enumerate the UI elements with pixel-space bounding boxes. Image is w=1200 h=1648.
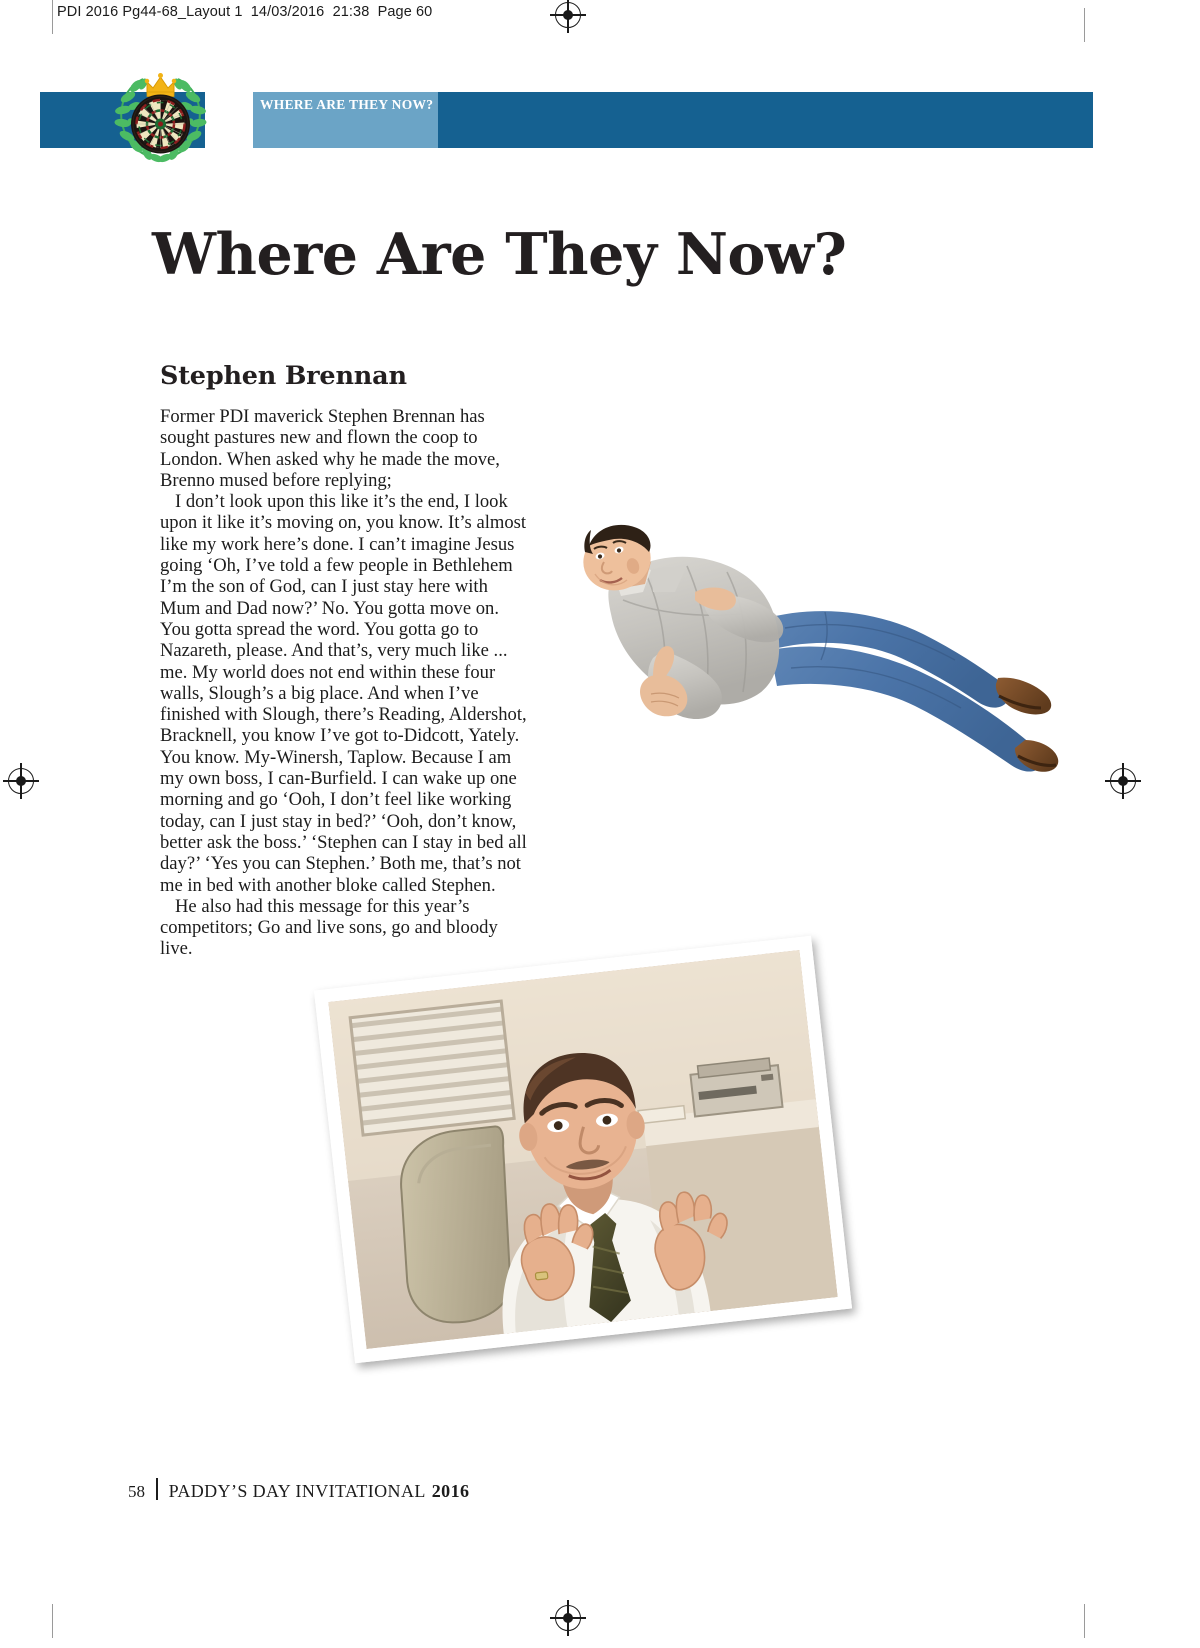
registration-mark-right [1110, 768, 1136, 794]
registration-dot [1118, 776, 1128, 786]
article-heading: Stephen Brennan [160, 361, 407, 392]
office-man-framed-photo [314, 936, 852, 1364]
crop-mark-bottom-right [1084, 1604, 1085, 1638]
footer-divider [156, 1478, 158, 1500]
office-man-photo-image [328, 950, 837, 1349]
pdi-dartboard-crown-laurel-logo [108, 60, 213, 163]
article-paragraph-3: He also had this message for this year’s competitors; Go and live sons, go and bloody live. [160, 895, 498, 960]
crop-mark-top-right [1084, 8, 1085, 42]
crown-icon [145, 73, 177, 97]
crop-mark-bottom-left [52, 1604, 53, 1638]
registration-mark-left [8, 768, 34, 794]
article-body [160, 406, 532, 960]
footer-page-number: 58 [128, 1482, 145, 1501]
section-tab [253, 92, 438, 148]
crop-mark-top-left [52, 0, 53, 34]
dartboard-icon [131, 95, 190, 154]
registration-dot [16, 776, 26, 786]
flying-man-cutout-photo [555, 500, 1060, 820]
registration-dot [563, 1613, 573, 1623]
page-footer [128, 1475, 469, 1499]
section-tab-label: WHERE ARE THEY NOW? [260, 97, 434, 112]
footer-publication: PADDY’S DAY INVITATIONAL [168, 1481, 426, 1501]
article-paragraph-2: I don’t look upon this like it’s the end, I look upon it like it’s moving on, you know. It’s almost like my work here’s done. I can’t imagine Jesus going ‘Oh, I’ve told a few people in Bethlehem I’m the son of God, can I just stay here with Mum and Dad now?’ No. You gotta move on. You gotta spread the word. You gotta go to Nazareth, please. And that’s, very much like ... me. My world does not end within these four walls, Slough’s a big place. And when I’ve finished with Slough, there’s Reading, Aldershot, Bracknell, you know I’ve got to-Didcott, Yately. You know. My-Winersh, Taplow. Because I am my own boss, I can-Burfield. I can wake up one morning and go ‘Ooh, I don’t feel like working today, can I just stay in bed?’ ‘Ooh, don’t know, better ask the boss.’ ‘Stephen can I stay in bed all day?’ ‘Yes you can Stephen.’ Both me, that’s not me in bed with another bloke called Stephen. [160, 491, 527, 896]
article-paragraph-1: Former PDI maverick Stephen Brennan has sought pastures new and flown the coop to London. When asked why he made the move, Brenno mused before replying; [160, 406, 500, 491]
banner-bar-right [438, 92, 1093, 148]
prepress-slug-line: PDI 2016 Pg44-68_Layout 1 14/03/2016 21:38 Page 60 [57, 4, 433, 20]
registration-dot [563, 10, 573, 20]
page-title: Where Are They Now? [152, 221, 847, 289]
registration-mark-bottom [555, 1605, 581, 1631]
footer-year: 2016 [431, 1481, 470, 1501]
registration-mark-top [555, 2, 581, 28]
